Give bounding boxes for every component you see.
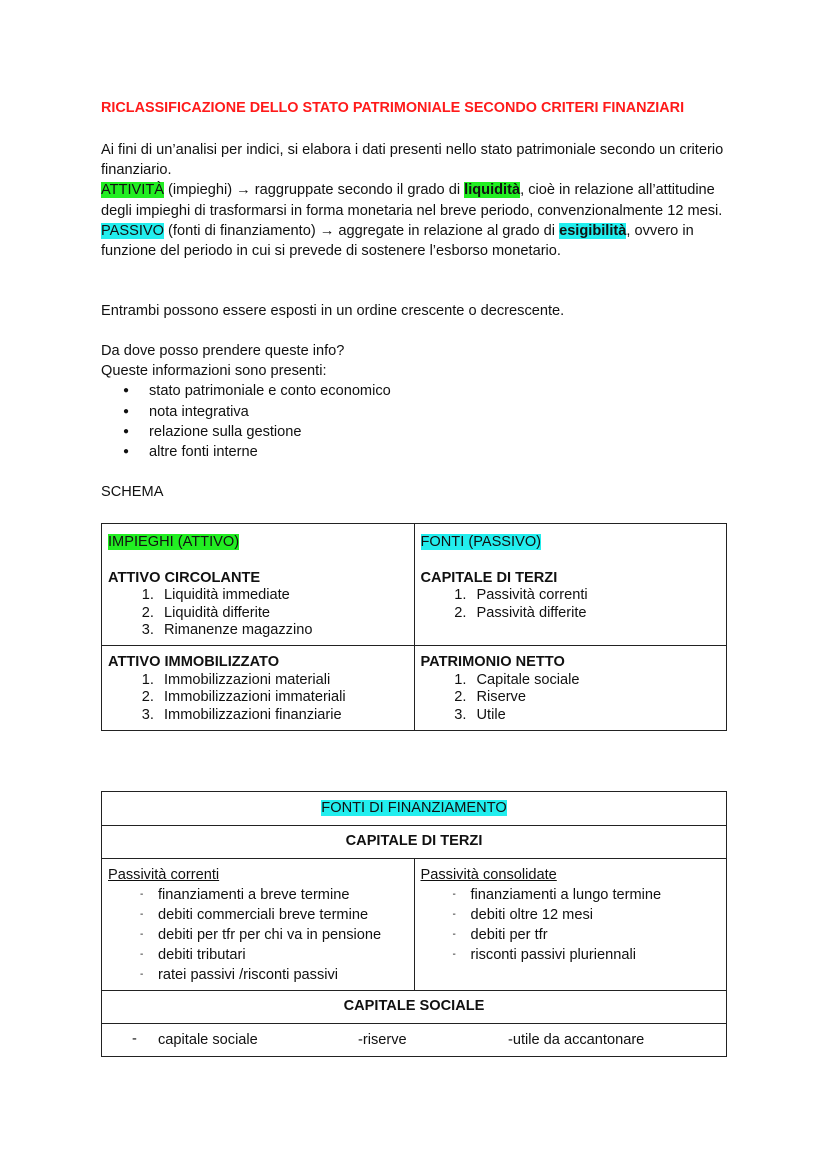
capitale-terzi-header: CAPITALE DI TERZI (102, 826, 727, 859)
list-item: 2. Passività differite (471, 605, 721, 623)
fonti-header-cell (102, 792, 727, 826)
attivita-text: (impieghi) → raggruppate secondo il grado di (163, 182, 465, 199)
schema-table (101, 523, 727, 731)
sources-list (101, 381, 731, 462)
list-item: ● relazione sulla gestione (149, 422, 731, 442)
attivo-circolante-cell (102, 524, 415, 646)
document-title: RICLASSIFICAZIONE DELLO STATO PATRIMONIALE SECONDO CRITERI FINANZIARI (101, 100, 685, 116)
section-title: ATTIVO IMMOBILIZZATO (108, 654, 280, 670)
intro-line: Ai fini di un’analisi per indici, si elabora i dati presenti nello stato patrimoniale secondo un criterio finanziario. (101, 142, 724, 179)
passivita-correnti-cell (102, 859, 415, 991)
section-title: PATRIMONIO NETTO (420, 654, 565, 670)
impieghi-header: IMPIEGHI (ATTIVO) (108, 534, 240, 550)
sources-section (101, 341, 731, 462)
attivita-label: ATTIVITÀ (101, 182, 164, 199)
esigibilita-keyword: esigibilità (559, 222, 627, 239)
list-item: - debiti tributari (132, 945, 408, 965)
passivo-label: PASSIVO (101, 222, 164, 239)
list-item: 3. Immobilizzazioni finanziarie (158, 707, 408, 725)
dash: - (132, 1030, 137, 1047)
attivo-immobilizzato-cell (102, 646, 415, 731)
sources-intro: Queste informazioni sono presenti: (101, 363, 327, 380)
question: Da dove posso prendere queste info? (101, 343, 345, 359)
attivita-text-2: , cioè in relazione all’attitudine degli impieghi di trasformarsi in forma monetaria nel breve periodo, convenzionalmente 12 mesi. (101, 182, 723, 219)
intro-paragraph (101, 140, 731, 261)
list-item: 1. Immobilizzazioni materiali (158, 672, 408, 690)
list-item: ● nota integrativa (149, 402, 731, 422)
capitale-terzi-cell (414, 524, 727, 646)
section-title: Passività consolidate (420, 867, 557, 883)
passivita-consolidate-cell (414, 859, 727, 991)
patrimonio-netto-cell (414, 646, 727, 731)
list-item: - risconti passivi pluriennali (445, 945, 721, 965)
fonti-header: FONTI (PASSIVO) (420, 534, 542, 550)
list-item: - debiti oltre 12 mesi (445, 905, 721, 925)
list-item: capitale sociale (158, 1031, 258, 1048)
fonti-table (101, 791, 727, 1057)
list-item: - finanziamenti a breve termine (132, 885, 408, 905)
order-note: Entrambi possono essere esposti in un ordine crescente o decrescente. (101, 303, 565, 319)
schema-label: SCHEMA (101, 484, 164, 500)
list-item: - debiti per tfr per chi va in pensione (132, 925, 408, 945)
list-item: - finanziamenti a lungo termine (445, 885, 721, 905)
capitale-sociale-header: CAPITALE SOCIALE (102, 990, 727, 1023)
liquidita-keyword: liquidità (464, 182, 521, 199)
list-item: 1. Passività correnti (471, 587, 721, 605)
attivita-definition (101, 180, 731, 220)
passivo-definition (101, 221, 731, 261)
list-item: 3. Rimanenze magazzino (158, 622, 408, 640)
capitale-sociale-items (102, 1023, 727, 1056)
list-item: - debiti per tfr (445, 925, 721, 945)
list-item: 2. Liquidità differite (158, 605, 408, 623)
passivo-text: (fonti di finanziamento) → aggregate in relazione al grado di (164, 222, 560, 239)
list-item: - debiti commerciali breve termine (132, 905, 408, 925)
list-item: 2. Riserve (471, 689, 721, 707)
list-item: 1. Capitale sociale (471, 672, 721, 690)
list-item: 2. Immobilizzazioni immateriali (158, 689, 408, 707)
list-item: - ratei passivi /risconti passivi (132, 965, 408, 985)
list-item: ● altre fonti interne (149, 442, 731, 462)
list-item: 1. Liquidità immediate (158, 587, 408, 605)
section-title: CAPITALE DI TERZI (420, 569, 558, 586)
fonti-header: FONTI DI FINANZIAMENTO (321, 799, 507, 816)
list-item: -utile da accantonare (508, 1031, 645, 1048)
list-item: 3. Utile (471, 707, 721, 725)
section-title: Passività correnti (108, 867, 220, 883)
list-item: -riserve (358, 1031, 407, 1048)
list-item: ● stato patrimoniale e conto economico (149, 381, 731, 401)
passivo-text-2: , ovvero in funzione del periodo in cui si prevede di sostenere l’esborso monetario. (101, 222, 694, 260)
section-title: ATTIVO CIRCOLANTE (108, 569, 261, 586)
